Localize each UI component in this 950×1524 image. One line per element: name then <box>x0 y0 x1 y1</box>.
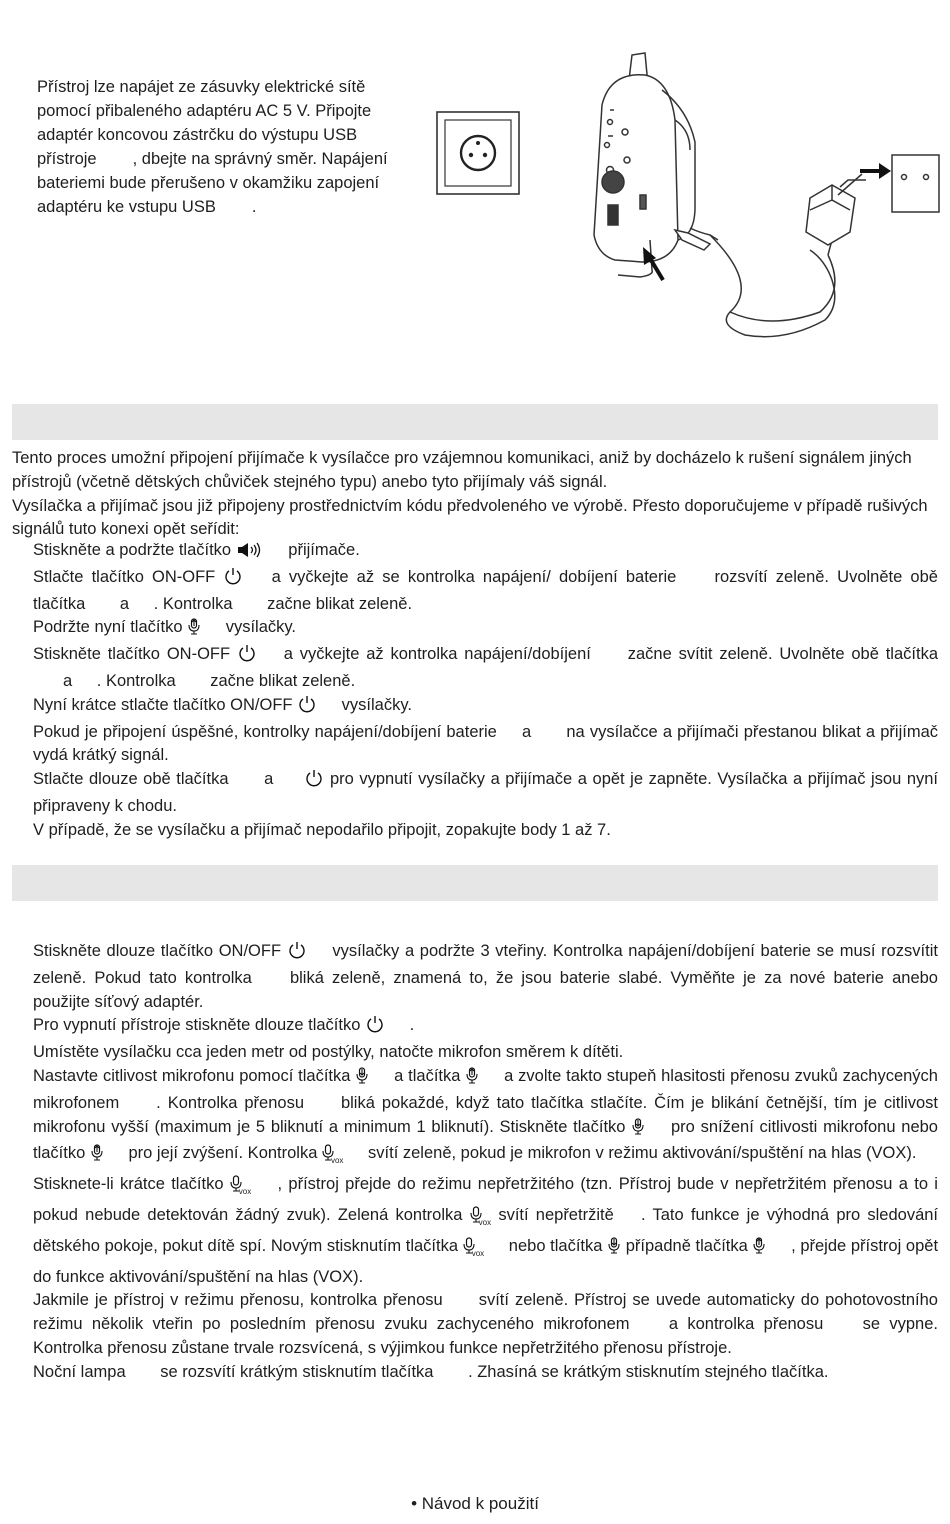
microphone-down-icon <box>631 1117 645 1143</box>
speaker-icon <box>236 542 264 566</box>
step-text: . Kontrolka <box>153 594 233 613</box>
step-text: , přístroj přejde do režimu nepřetržitého (tzn. Přístroj bude v nepřetržitém přenosu a to i pokud nebude detektován žádný zvuk). Zelená kontrolka <box>33 1175 938 1224</box>
step-item <box>33 1289 938 1360</box>
step-text: Stlačte dlouze obě tlačítka <box>33 770 229 789</box>
step-item <box>33 539 938 566</box>
vox-label: vox <box>478 1217 492 1227</box>
intro-line <box>37 147 420 171</box>
step-text: Stlačte tlačítko ON-OFF <box>33 567 216 586</box>
step-text: a tlačítka <box>394 1066 461 1085</box>
microphone-up-icon <box>90 1143 104 1169</box>
step-text: . Kontrolka <box>96 671 176 690</box>
step-text: a <box>119 594 130 613</box>
vox-label: vox <box>330 1156 344 1166</box>
step-text: . Tato funkce je výhodná pro sledování dětského pokoje, pokut dítě spí. Novým stisknutím tlačítka <box>33 1205 939 1255</box>
step-text: začne svítit zeleně. Uvolněte obě tlačítka <box>627 645 938 664</box>
step-text: Stiskněte tlačítko ON-OFF <box>33 645 231 664</box>
step-text: bliká zeleně, znamená to, že jsou baterie slabé. Vyměňte je za nové baterie anebo použijte síťový adaptér. <box>33 968 938 1011</box>
step-item <box>33 1014 938 1041</box>
step-text: rozsvítí zeleně. Uvolněte obě tlačítka <box>33 567 938 613</box>
step-text: a <box>63 671 73 690</box>
step-text: Podržte nyní tlačítko <box>33 618 183 637</box>
step-item <box>33 566 938 617</box>
pairing-steps <box>33 539 938 843</box>
intro-text-part: adaptéru ke vstupu USB <box>37 198 216 216</box>
step-text: a <box>264 770 274 789</box>
step-text: bliká pokaždé, když tato tlačítka stlačíte. Čím je blikání četnější, tím je citlivost mikrofonu vyšší (maximum je 5 bliknutí a minimum 1 bliknutí). Stiskněte tlačítko <box>33 1093 938 1136</box>
step-item <box>33 1065 938 1173</box>
step-text: Pro vypnutí přístroje stiskněte dlouze tlačítko <box>33 1016 361 1035</box>
microphone-up-icon <box>187 617 201 643</box>
step-text: svítí zeleně, pokud je mikrofon v režimu aktivování/spuštění na hlas (VOX). <box>368 1144 917 1163</box>
intro-line: pomocí přibaleného adaptéru AC 5 V. Připojte <box>37 102 372 120</box>
step-text: Noční lampa <box>33 1362 126 1381</box>
step-text: Pokud je připojení úspěšné, kontrolky napájení/dobíjení baterie <box>33 722 497 741</box>
step-text: na vysílačce a přijímači přestanou blikat a přijímač vydá krátký signál. <box>33 722 938 765</box>
step-text: svítí nepřetržitě <box>498 1205 614 1224</box>
power-icon <box>287 941 307 967</box>
intro-text-part: , dbejte na správný směr. Napájení <box>132 150 388 168</box>
usage-steps <box>33 940 938 1385</box>
step-item <box>33 1173 938 1289</box>
step-text: . <box>409 1016 415 1035</box>
intro-line: Přístroj lze napájet ze zásuvky elektrické sítě <box>37 78 366 96</box>
step-text: vysílačky. <box>225 618 296 637</box>
step-text: a kontrolka přenosu <box>668 1315 824 1334</box>
step-text: a zvolte takto stupeň hlasitosti přenosu zvuků zachycených mikrofonem <box>33 1066 938 1112</box>
vox-label: vox <box>471 1248 485 1258</box>
microphone-down-icon <box>607 1236 621 1262</box>
pairing-paragraph: Vysílačka a přijímač jsou již připojeny prostřednictvím kódu předvoleného ve výrobě. Přesto doporučujeme v případě rušivých signálů tuto konexi opět seřídit: <box>12 496 928 539</box>
step-text: vysílačky a podržte 3 vteřiny. Kontrolka napájení/dobíjení baterie <box>332 942 811 960</box>
page-footer: • Návod k použití <box>411 1494 539 1513</box>
step-text: se vypne. Kontrolka přenosu zůstane trvale rozsvícená, s výjimkou funkce nepřetržitého přenosu přístroje. <box>33 1315 938 1357</box>
intro-line: adaptér koncovou zástrčku do výstupu USB <box>37 126 358 144</box>
microphone-up-icon <box>752 1236 766 1262</box>
step-item <box>33 768 938 819</box>
step-text: pro snížení citlivosti mikrofonu nebo tlačítko <box>33 1117 938 1163</box>
step-item: Umístěte vysílačku cca jeden metr od postýlky, natočte mikrofon směrem k dítěti. <box>33 1043 624 1062</box>
power-icon <box>304 769 324 795</box>
step-text: vysílačky. <box>341 695 412 714</box>
power-icon <box>237 644 257 670</box>
step-text: nebo tlačítka <box>508 1236 603 1255</box>
step-text: Stisknete-li krátce tlačítko <box>33 1175 224 1194</box>
step-text: pro vypnutí vysílačky a přijímače a opět je zapněte. Vysílačka a přijímač jsou nyní připraveny k chodu. <box>33 770 939 815</box>
step-text: začne blikat zeleně. <box>267 594 413 613</box>
step-text: začne blikat zeleně. <box>210 671 356 690</box>
step-text: Nastavte citlivost mikrofonu pomocí tlačítka <box>33 1066 351 1085</box>
step-text: a <box>522 722 532 741</box>
step-text: , přejde přístroj opět do funkce aktivování/spuštění na hlas (VOX). <box>33 1236 939 1286</box>
power-icon <box>297 695 317 721</box>
wall-socket-illustration <box>436 111 520 195</box>
step-item <box>33 643 938 694</box>
microphone-down-icon <box>355 1066 369 1092</box>
step-text: svítí zeleně. Přístroj se uvede automaticky do pohotovostního režimu několik vteřin po posledním přenosu zvuku zachyceného mikrofonem <box>33 1291 938 1334</box>
step-text: se rozsvítí krátkým stisknutím tlačítka <box>160 1362 434 1381</box>
intro-text <box>37 75 420 219</box>
power-icon <box>365 1015 385 1041</box>
intro-line <box>37 195 420 219</box>
intro-text-part: . <box>251 198 257 216</box>
step-text: . Kontrolka přenosu <box>156 1093 304 1112</box>
step-text: přijímače. <box>288 541 360 559</box>
step-text: pro její zvýšení. Kontrolka <box>128 1144 318 1163</box>
step-item: V případě, že se vysílačku a přijímač nepodařilo připojit, zopakujte body 1 až 7. <box>33 820 611 839</box>
step-text: Stiskněte a podržte tlačítko <box>33 541 232 559</box>
step-item <box>33 694 938 721</box>
vox-label: vox <box>238 1187 252 1197</box>
section-header-band <box>12 865 938 901</box>
intro-line: bateriemi bude přerušeno v okamžiku zapojení <box>37 174 380 192</box>
section-header-band <box>12 404 938 440</box>
pairing-paragraph: Tento proces umožní připojení přijímače k vysílačce pro vzájemnou komunikaci, aniž by docházelo k rušení signálem jiných přístrojů (včetně dětských chůviček stejného typu) anebo tyto přijímaly váš signál. <box>12 449 912 491</box>
step-item <box>33 940 938 1014</box>
step-text: . Zhasíná se krátkým stisknutím stejného tlačítka. <box>468 1362 829 1381</box>
pairing-intro <box>12 447 938 542</box>
step-text: Stiskněte dlouze tlačítko ON/OFF <box>33 942 282 960</box>
microphone-up-icon <box>465 1066 479 1092</box>
step-item <box>33 1361 938 1385</box>
step-item <box>33 616 938 643</box>
step-item <box>33 721 938 769</box>
step-text: případně tlačítka <box>625 1236 748 1255</box>
device-adapter-illustration <box>570 50 945 345</box>
power-icon <box>223 567 243 593</box>
intro-text-part: přístroje <box>37 150 97 168</box>
step-text: a vyčkejte až se kontrolka napájení/ dobíjení baterie <box>271 567 677 586</box>
step-text: Jakmile je přístroj v režimu přenosu, kontrolka přenosu <box>33 1291 443 1310</box>
step-text: a vyčkejte až kontrolka napájení/dobíjení <box>283 645 591 664</box>
step-text: se musí rozsvítit zeleně. Pokud tato kontrolka <box>33 942 938 987</box>
step-text: Nyní krátce stlačte tlačítko ON/OFF <box>33 695 293 714</box>
